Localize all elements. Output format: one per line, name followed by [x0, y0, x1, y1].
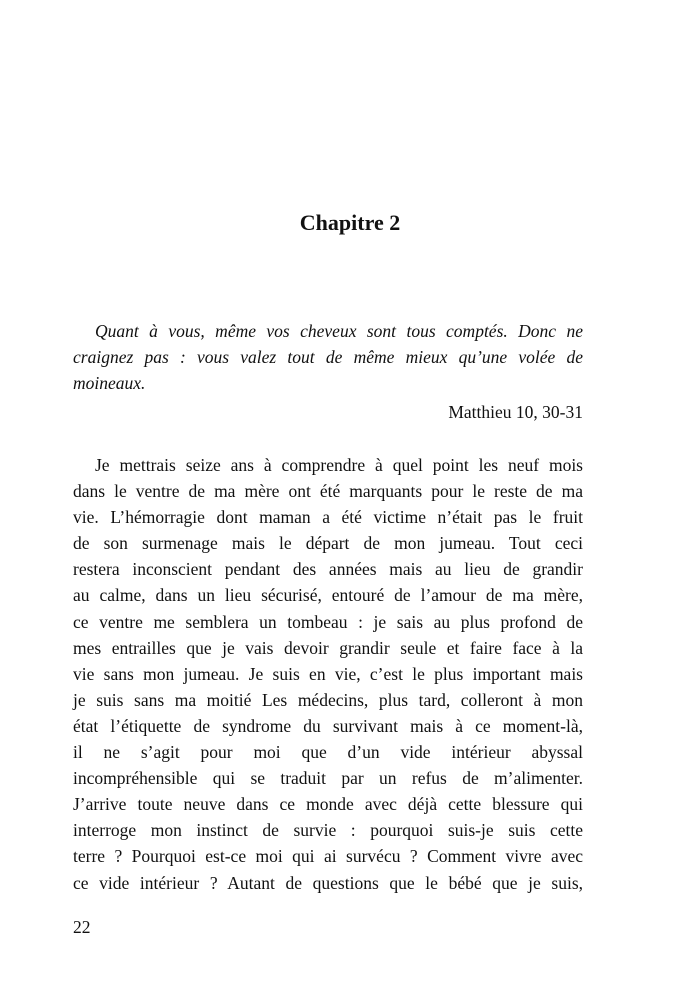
- body-paragraph: [73, 452, 583, 896]
- paragraph-line: au calme, dans un lieu sécurisé, entouré de l’amour de ma mère,: [73, 585, 583, 606]
- chapter-title: Chapitre 2: [299, 210, 401, 235]
- epigraph-reference: Matthieu 10, 30-31: [448, 402, 583, 422]
- paragraph-line: interroge mon instinct de survie : pourquoi suis-je suis cette: [73, 820, 583, 841]
- epigraph-quote: Quant à vous, même vos cheveux sont tous comptés. Donc ne craignez pas : vous valez tout de même mieux qu’une volée de moineaux.: [73, 321, 583, 393]
- paragraph-line: ce vide intérieur ? Autant de questions que le bébé que je suis,: [73, 872, 583, 893]
- paragraph-line: J’arrive toute neuve dans ce monde avec déjà cette blessure qui: [73, 794, 583, 815]
- paragraph-line: incompréhensible qui se traduit par un refus de m’alimenter.: [73, 768, 583, 789]
- paragraph-line: terre ? Pourquoi est-ce moi qui ai survécu ? Comment vivre avec: [73, 846, 583, 867]
- paragraph-line: restera inconscient pendant des années mais au lieu de grandir: [73, 559, 583, 580]
- paragraph-line: de son surmenage mais le départ de mon jumeau. Tout ceci: [73, 533, 583, 554]
- paragraph-line: il ne s’agit pour moi que d’un vide intérieur abyssal: [73, 742, 583, 763]
- paragraph-line: vie. L’hémorragie dont maman a été victime n’était pas le fruit: [73, 507, 583, 528]
- paragraph-line: vie sans mon jumeau. Je suis en vie, c’est le plus important mais: [73, 663, 583, 684]
- page-number: 22: [73, 917, 91, 937]
- paragraph-line: mes entrailles que je vais devoir grandir seule et faire face à la: [73, 637, 583, 658]
- paragraph-line: ce ventre me semblera un tombeau : je sais au plus profond de: [73, 611, 583, 632]
- paragraph-line: état l’étiquette de syndrome du survivant mais à ce moment-là,: [73, 715, 583, 736]
- paragraph-line: Je mettrais seize ans à comprendre à quel point les neuf mois: [95, 455, 583, 475]
- paragraph-line: dans le ventre de ma mère ont été marquants pour le reste de ma: [73, 481, 583, 502]
- paragraph-line: je suis sans ma moitié Les médecins, plus tard, colleront à mon: [73, 689, 583, 710]
